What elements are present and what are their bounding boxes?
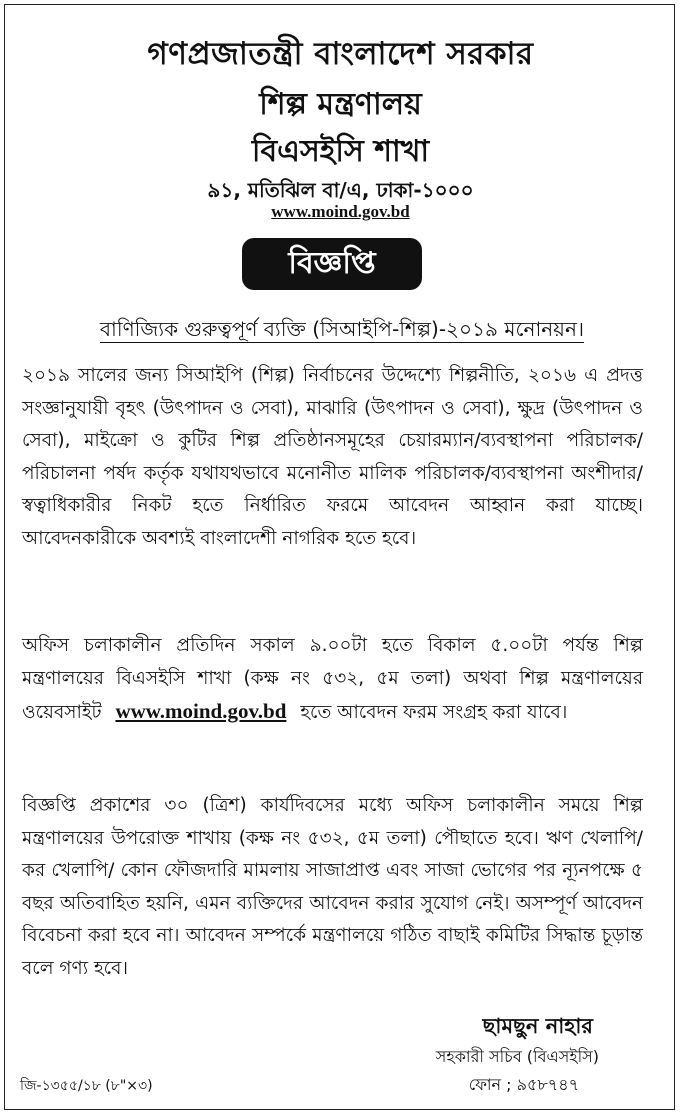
header-address: ৯১, মতিঝিল বা/এ, ঢাকা-১০০০ [207, 178, 474, 202]
paragraph-form-text-end: হতে আবেদন ফরম সংগ্রহ করা যাবে। [300, 702, 568, 723]
paragraph-form-text-start: অফিস চলাকালীন প্রতিদিন সকাল ৯.০০টা হতে বিকাল ৫.০০টা পর্যন্ত শিল্প মন্ত্রণালয়ের বিএসইসি শাখা (কক্ষ নং ৫৩২, ৫ম তলা) অথবা শিল্প মন্ত্রণালয়ের ওয়েবসাইট [22, 635, 643, 723]
signatory-title: সহকারী সচিব (বিএসইসি) [435, 1047, 599, 1066]
header-branch: বিএসইসি শাখা [251, 134, 430, 169]
paragraph-eligibility: ২০১৯ সালের জন্য সিআইপি (শিল্প) নির্বাচনের উদ্দেশ্যে শিল্পনীতি, ২০১৬ এ প্রদত্ত সংজ্ঞানুযায়ী বৃহৎ (উৎপাদন ও সেবা), মাঝারি (উৎপাদন ও সেবা), ক্ষুদ্র (উৎপাদন ও সেবা), মাইক্রো ও কুটির শিল্প প্রতিষ্ঠানসমূহের চেয়ারম্যান/ব্যবস্থাপনা পরিচালক/ পরিচালনা পর্ষদ কর্তৃক যথাযথভাবে মনোনীত মালিক পরিচালক/ব্যবস্থাপনা অংশীদার/স্বত্বাধিকারীর নিকট হতে নির্ধারিত ফরমে আবেদন আহ্বান করা যাচ্ছে। আবেদনকারীকে অবশ্যই বাংলাদেশী নাগরিক হতে হবে। [22, 365, 643, 549]
paragraph-form-collection [22, 630, 643, 730]
signatory-phone: ফোন ; ৯৫৮৭৪৭ [468, 1075, 579, 1094]
header-government: গণপ্রজাতন্ত্রী বাংলাদেশ সরকার [147, 36, 534, 72]
signatory-name: ছামছুন নাহার [482, 1014, 593, 1038]
notice-badge: বিজ্ঞপ্তি [242, 238, 422, 290]
website-link[interactable]: www.moind.gov.bd [115, 699, 287, 723]
subject-text: বাণিজ্যিক গুরুত্বপূর্ণ ব্যক্তি (সিআইপি-শিল্প)-২০১৯ মনোনয়ন। [99, 317, 585, 341]
header-ministry: শিল্প মন্ত্রণালয় [259, 87, 422, 122]
paragraph-submission: বিজ্ঞপ্তি প্রকাশের ৩০ (ত্রিশ) কার্যদিবসের মধ্যে অফিস চলাকালীন সময়ে শিল্প মন্ত্রণালয়ের উপরোক্ত শাখায় (কক্ষ নং ৫৩২, ৫ম তলা) পৌছাতে হবে। ঋণ খেলাপি/কর খেলাপি/ কোন ফৌজদারি মামলায় সাজাপ্রাপ্ত এবং সাজা ভোগের পর ন্যূনপক্ষে ৫ বছর অতিবাহিত হয়নি, এমন ব্যক্তিদের আবেদন করার সুযোগ নেই। অসম্পূর্ণ আবেদন বিবেচনা করা হবে না। আবেদন সম্পর্কে মন্ত্রণালয়ে গঠিত বাছাই কমিটির সিদ্ধান্ত চূড়ান্ত বলে গণ্য হবে। [22, 795, 643, 979]
reference-number: জি-১৩৫৫/১৮ (৮"×৩) [20, 1078, 153, 1094]
header-website-link[interactable]: www.moind.gov.bd [271, 202, 410, 221]
notice-subject [70, 315, 614, 348]
